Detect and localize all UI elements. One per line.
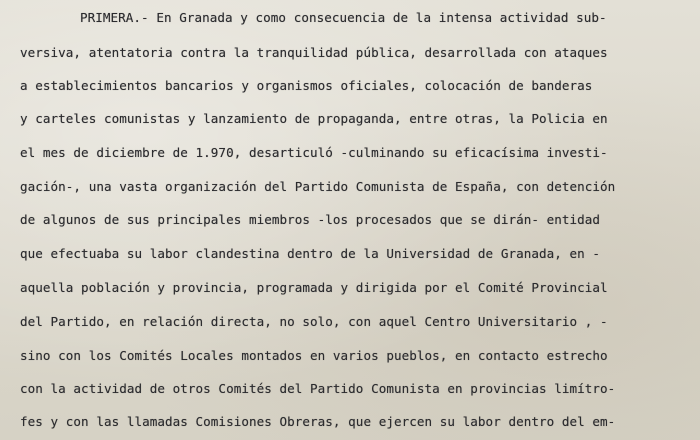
text-line: el mes de diciembre de 1.970, desarticuló -culminando su eficacísima investi- <box>20 145 608 160</box>
text-line: del Partido, en relación directa, no solo, con aquel Centro Universitario , - <box>20 314 608 329</box>
text-line: gación-, una vasta organización del Partido Comunista de España, con detención <box>20 179 616 194</box>
text-line: de algunos de sus principales miembros -los procesados que se dirán- entidad <box>20 212 601 227</box>
text-line: aquella población y provincia, programada y dirigida por el Comité Provincial <box>20 280 608 295</box>
text-line: a establecimientos bancarios y organismos oficiales, colocación de banderas <box>20 78 593 93</box>
text-line: y carteles comunistas y lanzamiento de propaganda, entre otras, la Policia en <box>20 111 608 126</box>
text-line: sino con los Comités Locales montados en varios pueblos, en contacto estrecho <box>20 348 608 363</box>
text-line: que efectuaba su labor clandestina dentro de la Universidad de Granada, en - <box>20 246 601 261</box>
text-line: versiva, atentatoria contra la tranquilidad pública, desarrollada con ataques <box>20 45 608 60</box>
text-line: con la actividad de otros Comités del Partido Comunista en provincias limítro- <box>20 381 616 396</box>
text-line: fes y con las llamadas Comisiones Obreras, que ejercen su labor dentro del em- <box>20 414 616 429</box>
text-line: PRIMERA.- En Granada y como consecuencia de la intensa actividad sub- <box>80 10 607 25</box>
